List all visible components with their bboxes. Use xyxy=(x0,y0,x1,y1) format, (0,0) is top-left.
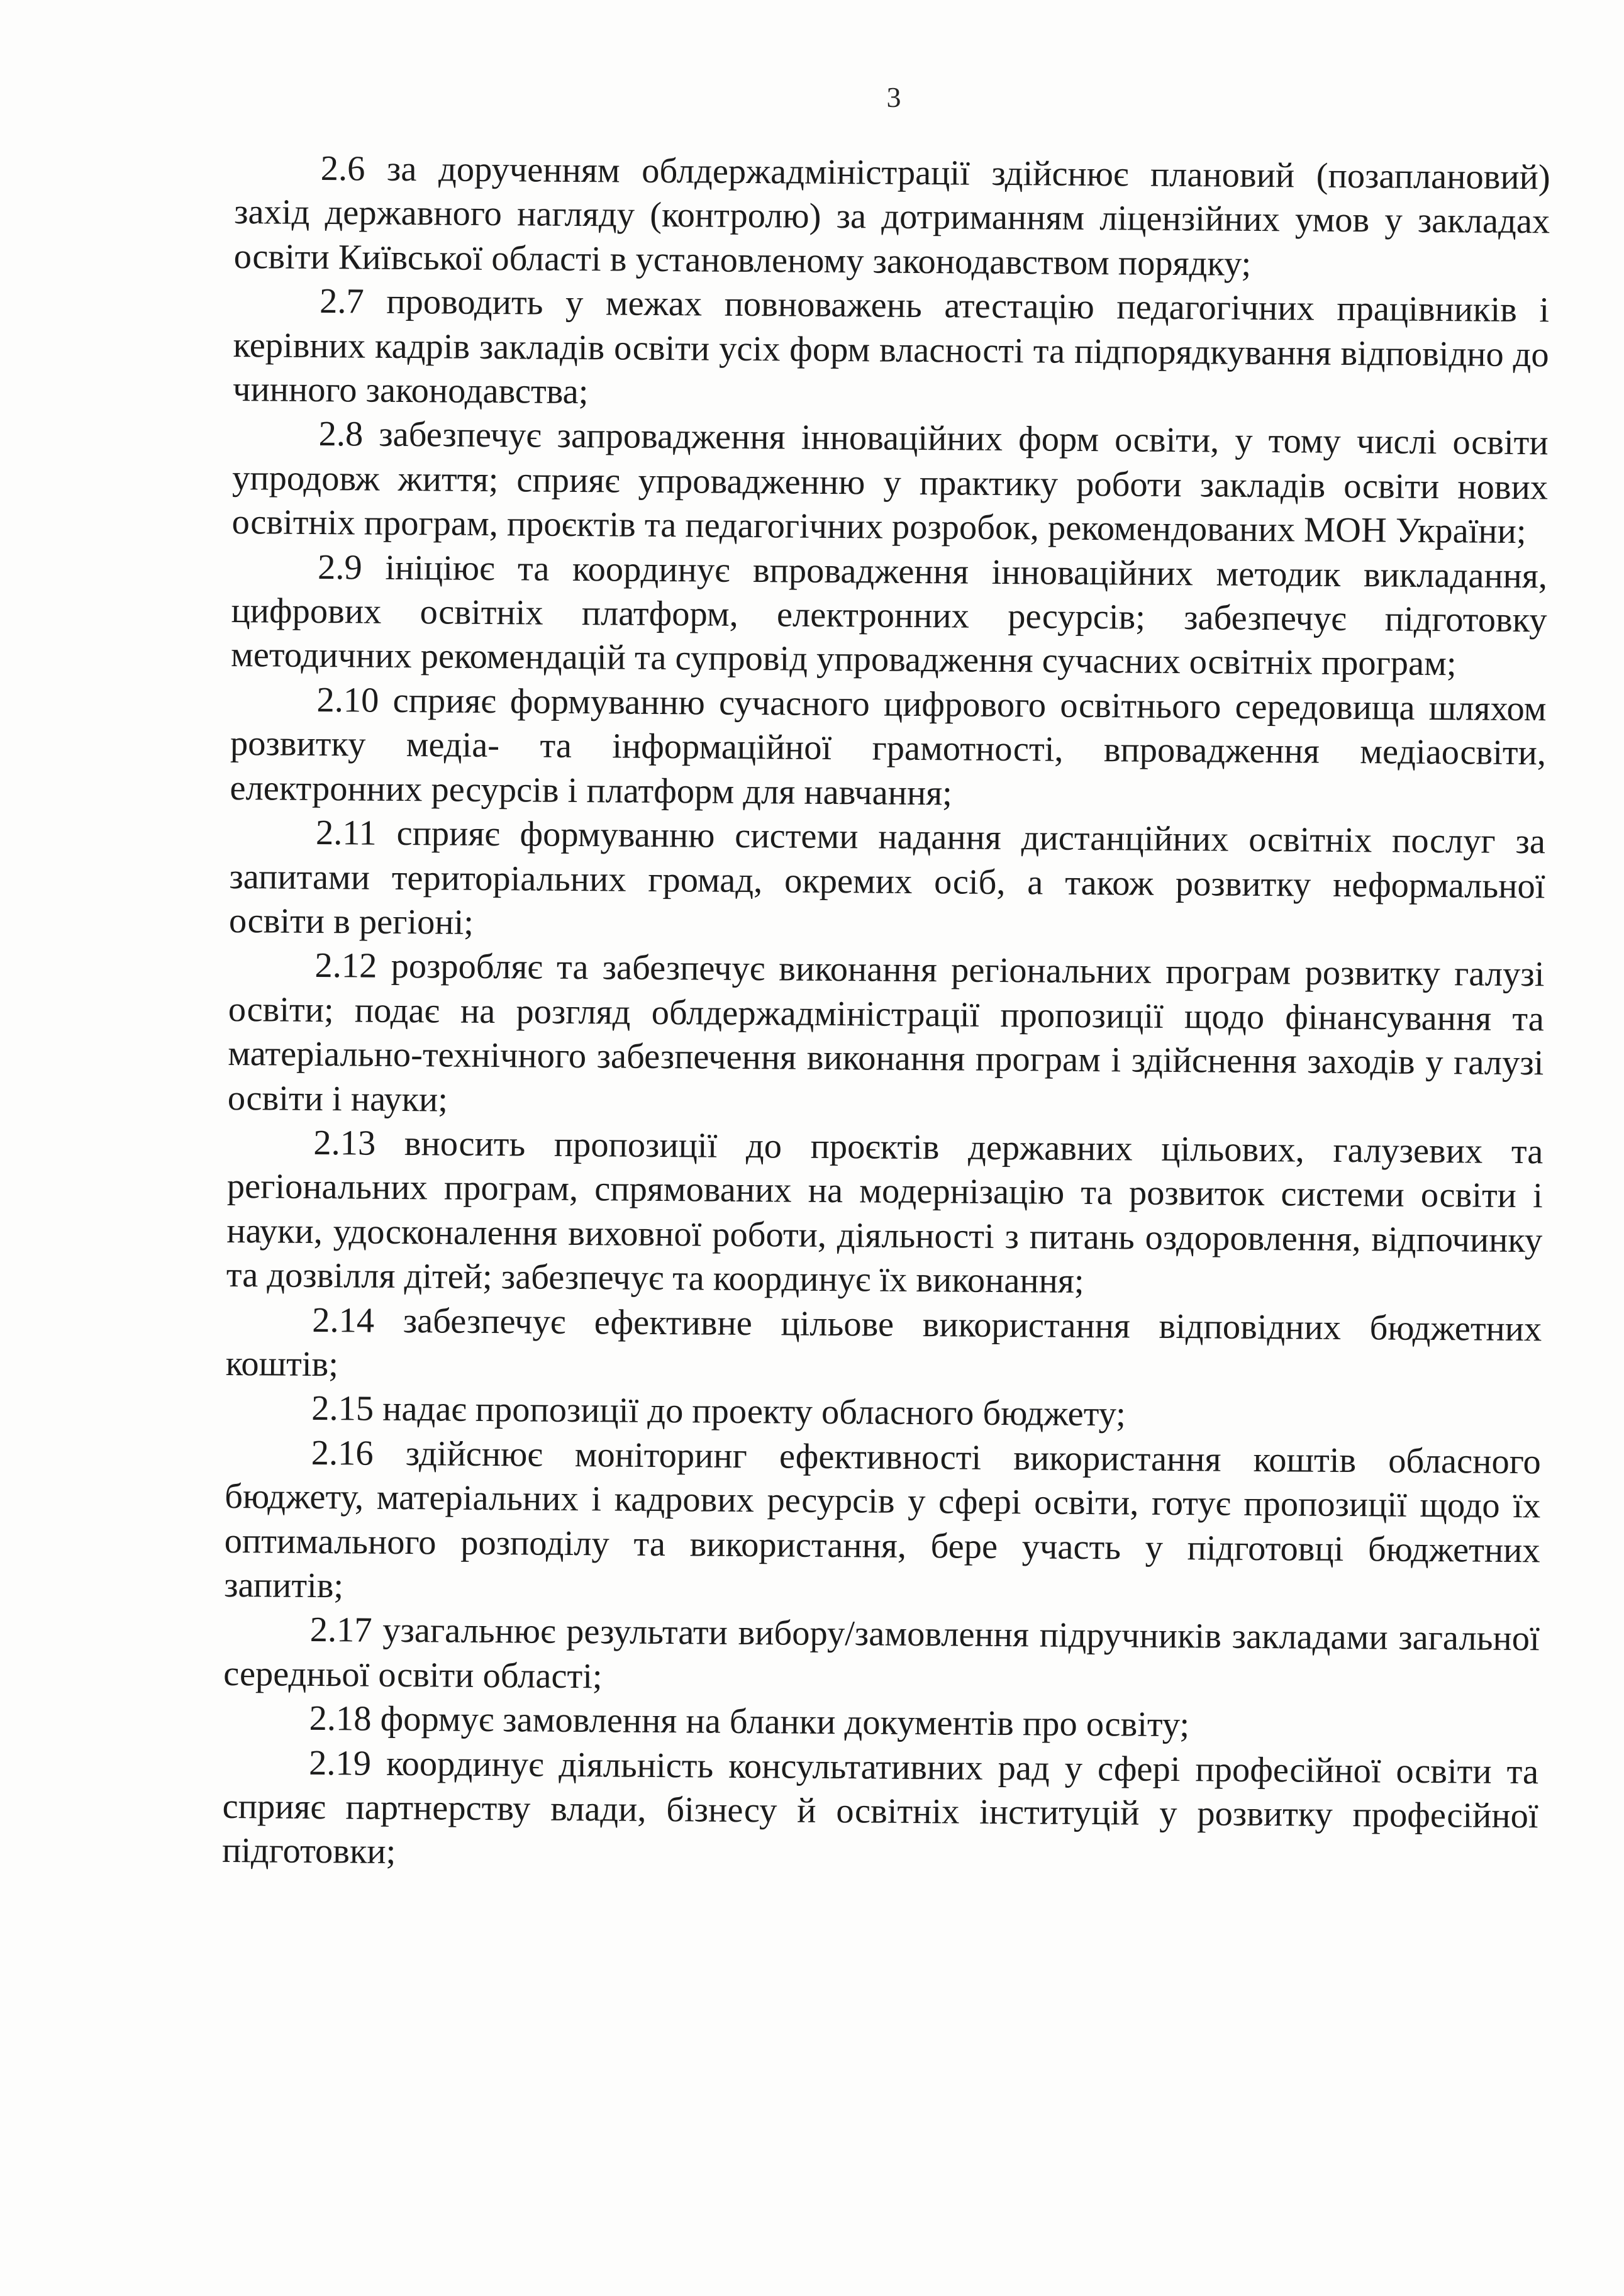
paragraph-2-18: 2.18 формує замовлення на бланки документів про освіту; xyxy=(309,1699,1190,1745)
paragraph-2-11: 2.11 сприяє формуванню системи надання дистанційних освітніх послуг за запитами територіальних громад, окремих осіб, а також розвитку неформальної освіти в регіоні; xyxy=(228,813,1546,942)
page-number: 3 xyxy=(886,81,901,113)
paragraph-2-19: 2.19 координує діяльність консультативних рад у сфері професійної освіти та сприяє партнерству влади, бізнесу й освітніх інституцій у розвитку професійної підготовки; xyxy=(221,1743,1539,1872)
paragraph-2-7: 2.7 проводить у межах повноважень атестацію педагогічних працівників і керівних кадрів закладів освіти усіх форм власності та підпорядкування відповідно до чинного законодавства; xyxy=(232,282,1550,412)
paragraph-2-10: 2.10 сприяє формуванню сучасного цифрового освітнього середовища шляхом розвитку медіа- та інформаційної грамотності, впровадження медіаосвіти, електронних ресурсів і платформ для навчання; xyxy=(230,680,1547,813)
paragraph-2-16: 2.16 здійснює моніторинг ефективності використання коштів обласного бюджету, матеріальних і кадрових ресурсів у сфері освіти, готує пропозиції щодо їх оптимального розподілу та використання, бере участь у підготовці бюджетних запитів; xyxy=(224,1433,1541,1606)
paragraph-2-13: 2.13 вносить пропозиції до проєктів державних цільових, галузевих та регіональних програм, спрямованих на модернізацію та розвиток системи освіти і науки, удосконалення виховної роботи, діяльності з питань оздоровлення, відпочинку та дозвілля дітей; забезпечує та координує їх виконання; xyxy=(226,1123,1543,1301)
paragraph-2-8: 2.8 забезпечує запровадження інноваційних форм освіти, у тому числі освіти упродовж життя; сприяє упровадженню у практику роботи закладів освіти нових освітніх програм, проєктів та педагогічних розробок, рекомендованих МОН України; xyxy=(231,415,1549,552)
paragraph-2-6: 2.6 за дорученням облдержадміністрації здійснює плановий (позаплановий) захід державного нагляду (контролю) за дотриманням ліцензійних умов у закладах освіти Київської області в установленому законодавством порядку; xyxy=(233,149,1550,284)
paragraph-2-14: 2.14 забезпечує ефективне цільове використання відповідних бюджетних коштів; xyxy=(225,1300,1542,1385)
paragraph-2-17: 2.17 узагальнює результати вибору/замовлення підручників закладами загальної середньої освіти області; xyxy=(223,1610,1540,1697)
paragraph-2-12: 2.12 розробляє та забезпечує виконання регіональних програм розвитку галузі освіти; подає на розгляд облдержадміністрації пропозиції щодо фінансування та матеріально-технічного забезпечення виконання програм і здійснення заходів у галузі освіти і науки; xyxy=(227,946,1545,1120)
paragraph-2-15: 2.15 надає пропозиції до проекту обласного бюджету; xyxy=(311,1389,1126,1434)
paragraph-2-9: 2.9 ініціює та координує впровадження інноваційних методик викладання, цифрових освітніх платформ, електронних ресурсів; забезпечує підготовку методичних рекомендацій та супровід упровадження сучасних освітніх програм; xyxy=(230,547,1548,684)
document-body xyxy=(222,146,1550,1883)
